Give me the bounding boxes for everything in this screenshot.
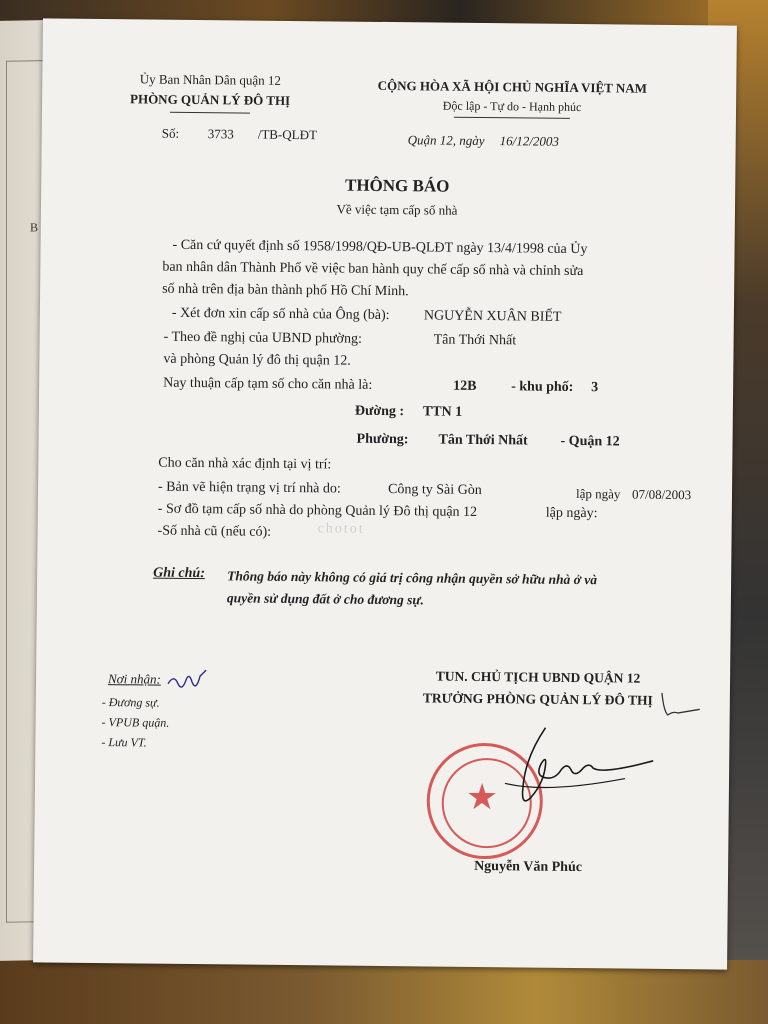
basis-line-1: - Căn cứ quyết định số 1958/1998/QĐ-UB-QLĐT ngày 13/4/1998 của Ủy (172, 237, 588, 258)
note-line-2: quyền sử dụng đất ở cho đương sự. (226, 590, 425, 608)
house-number: 12B (453, 378, 477, 394)
location-label: Cho căn nhà xác định tại vị trí: (158, 455, 332, 473)
margin-initial-mark (656, 687, 716, 728)
number-value: 3733 (207, 126, 234, 142)
sketch-date-label: lập ngày: (545, 505, 598, 522)
note-label: Ghi chú: (153, 565, 205, 582)
nation-title: CỘNG HÒA XÃ HỘI CHỦ NGHĨA VIỆT NAM (377, 77, 647, 96)
signature-title-2: TRƯỞNG PHÒNG QUẢN LÝ ĐÔ THỊ (422, 690, 653, 708)
department-name: PHÒNG QUẢN LÝ ĐÔ THỊ (129, 91, 291, 108)
recipients-scribble (166, 666, 216, 695)
watermark: chotot (317, 521, 365, 537)
department-underline (170, 112, 250, 114)
document-page (33, 18, 737, 969)
grant-label: Nay thuận cấp tạm số cho căn nhà là: (163, 375, 373, 393)
place-date-prefix: Quận 12, ngày (407, 132, 485, 149)
left-page-mark: B (30, 220, 39, 235)
motto-underline (454, 117, 570, 119)
street-value: TTN 1 (422, 404, 463, 420)
drawing-label: - Bản vẽ hiện trạng vị trí nhà do: (157, 479, 341, 497)
signer-name: Nguyễn Văn Phúc (474, 858, 583, 876)
drawing-date-label: lập ngày (575, 486, 621, 502)
proposal-ward: Tân Thới Nhất (433, 332, 517, 349)
recipients-label: Nơi nhận: (107, 671, 161, 687)
recipient-item: - VPUB quận. (101, 715, 170, 730)
basis-line-2: ban nhân dân Thành Phố về việc ban hành quy chế cấp số nhà và chỉnh sửa (162, 259, 584, 280)
street-label: Đường : (354, 403, 405, 420)
motto: Độc lập - Tự do - Hạnh phúc (442, 98, 582, 115)
drawing-date: 07/08/2003 (631, 486, 692, 503)
quarter-value: 3 (591, 380, 599, 396)
stamp-star-icon: ★ (465, 776, 499, 818)
number-suffix: /TB-QLĐT (257, 126, 318, 143)
quarter-label: - khu phố: (511, 379, 574, 395)
old-number-label: -Số nhà cũ (nếu có): (157, 523, 272, 540)
ward-label: Phường: (356, 431, 409, 448)
handwritten-signature (464, 723, 665, 835)
background-bottom (0, 960, 768, 1024)
district-value: - Quận 12 (560, 433, 620, 450)
proposal-label: - Theo đề nghị của UBND phường: (163, 329, 362, 347)
proposal-line-2: và phòng Quản lý đô thị quận 12. (163, 351, 351, 369)
recipient-item: - Lưu VT. (101, 735, 147, 750)
basis-line-3: số nhà trên địa bàn thành phố Hồ Chí Minh. (162, 281, 409, 300)
document-subtitle: Về việc tạm cấp số nhà (336, 201, 458, 218)
number-label: Số: (161, 125, 180, 141)
document-title: THÔNG BÁO (344, 175, 450, 196)
applicant-label: - Xét đơn xin cấp số nhà của Ông (bà): (171, 305, 390, 324)
recipient-item: - Đương sự. (101, 695, 160, 710)
agency-name: Ủy Ban Nhân Dân quận 12 (139, 71, 281, 88)
issue-date: 16/12/2003 (499, 133, 560, 149)
note-line-1: Thông báo này không có giá trị công nhận quyền sở hữu nhà ở và (227, 568, 598, 588)
drawing-company: Công ty Sài Gòn (387, 482, 482, 499)
applicant-name: NGUYỄN XUÂN BIẾT (423, 308, 562, 325)
sketch-label: - Sơ đồ tạm cấp số nhà do phòng Quản lý Đô thị quận 12 (157, 501, 478, 520)
signature-title-1: TUN. CHỦ TỊCH UBND QUẬN 12 (435, 668, 641, 686)
ward-value: Tân Thới Nhất (438, 432, 528, 449)
